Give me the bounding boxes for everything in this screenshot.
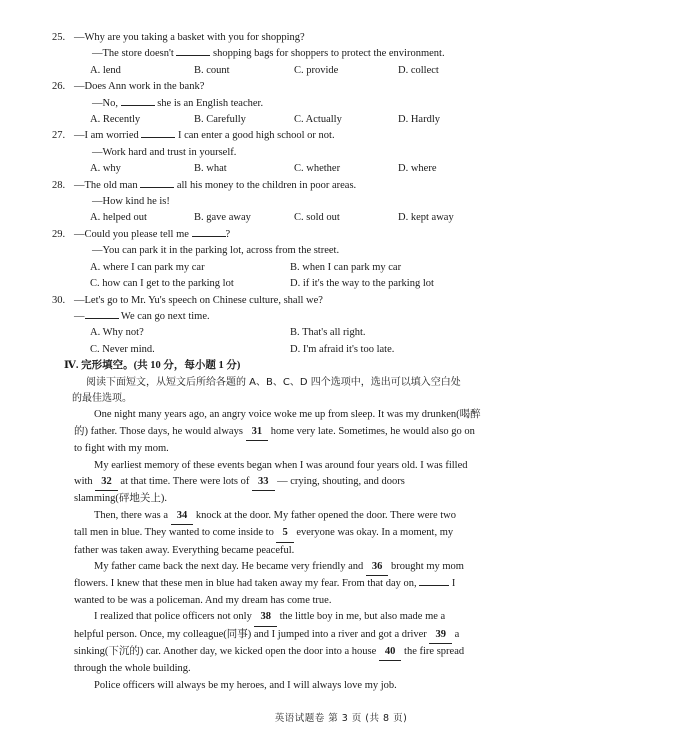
passage-text: My father came back the next day. He became very friendly and	[94, 561, 366, 572]
passage-text: — crying, shouting, and doors	[274, 475, 405, 487]
passage-text: knock at the door. My father opened the door. There were two	[193, 509, 456, 521]
option-a: A. helped out	[90, 212, 147, 224]
question-line: I can enter a good high school or not.	[175, 130, 335, 142]
passage-text: I realized that police officers not only	[94, 611, 255, 623]
blank-38: 38	[254, 609, 277, 626]
passage-text: I	[449, 578, 456, 590]
question-line: all his money to the children in poor areas.	[174, 179, 357, 191]
blank-39: 39	[429, 627, 452, 644]
question-26	[52, 79, 646, 128]
option-b: B. what	[194, 163, 227, 175]
passage-text: tall men in blue. They wanted to come inside to	[74, 527, 277, 539]
blank-36: 36	[366, 559, 389, 576]
option-c: C. Actually	[294, 114, 342, 126]
option-b: B. count	[194, 64, 230, 76]
question-number: 25.	[52, 32, 66, 43]
options-row	[74, 276, 646, 292]
page-footer: 英语试题卷 第 3 页 (共 8 页)	[274, 713, 408, 724]
option-b: B. when I can park my car	[290, 261, 402, 273]
option-a: A. where I can park my car	[90, 261, 205, 273]
passage-text: a	[451, 628, 460, 640]
passage-text: Then, there was a	[94, 509, 171, 521]
question-30	[52, 293, 646, 359]
passage-line: My earliest memory of these events began when I was around four years old. I was filled	[94, 459, 468, 471]
blank-31: 31	[246, 424, 269, 441]
section-title: Ⅳ. 完形填空。(共 10 分，每小题 1 分)	[64, 360, 241, 372]
options-row	[74, 342, 646, 358]
option-a: A. Recently	[90, 114, 141, 126]
options-row	[74, 260, 646, 276]
question-line: —How kind he is!	[92, 196, 170, 208]
question-number: 29.	[52, 228, 66, 240]
passage-line: slamming(砰地关上).	[74, 493, 168, 505]
passage-text: everyone was okay. In a moment, my	[293, 527, 454, 539]
option-d: D. I'm afraid it's too late.	[290, 343, 395, 355]
question-29	[52, 227, 646, 293]
answer-blank	[176, 55, 210, 56]
section-instruction: 的最佳选项。	[72, 392, 132, 404]
passage-line: through the whole building.	[74, 663, 191, 675]
passage-text: home very late. Sometimes, he would also go on	[268, 425, 475, 437]
option-c: C. how can I get to the parking lot	[90, 278, 234, 290]
question-27	[52, 128, 646, 177]
options-row	[74, 112, 646, 128]
passage-text: at that time. There were lots of	[117, 475, 253, 487]
question-line: —You can park it in the parking lot, across from the street.	[92, 245, 340, 257]
option-b: B. Carefully	[194, 114, 246, 126]
option-d: D. kept away	[398, 212, 454, 224]
question-line: —Could you please tell me	[74, 228, 192, 240]
passage-text: sinking(下沉的) car. Another day, we kicked open the door into a house	[74, 646, 379, 658]
answer-blank	[140, 187, 174, 188]
answer-blank	[141, 137, 175, 138]
options-row	[74, 161, 646, 177]
option-a: A. lend	[90, 64, 121, 76]
question-number: 28.	[52, 179, 66, 191]
passage-line: One night many years ago, an angry voice woke me up from sleep. It was my drunken(喝醉	[94, 409, 481, 421]
blank-32: 32	[95, 474, 118, 491]
question-line: —Work hard and trust in yourself.	[92, 146, 237, 158]
question-25	[52, 30, 646, 79]
question-line: We can go next time.	[118, 310, 210, 322]
blank-34: 34	[171, 508, 194, 525]
passage-text: 的) father. Those days, he would always	[74, 425, 246, 437]
option-d: D. if it's the way to the parking lot	[290, 278, 434, 290]
answer-blank	[192, 236, 226, 237]
option-b: B. That's all right.	[290, 327, 366, 339]
option-c: C. provide	[294, 64, 339, 76]
blank-37	[419, 585, 449, 586]
option-b: B. gave away	[194, 212, 251, 224]
passage-text: helpful person. Once, my colleague(同事) and I jumped into a river and got a driver	[74, 628, 430, 640]
passage-line: to fight with my mom.	[74, 443, 169, 455]
question-line: —Let's go to Mr. Yu's speech on Chinese culture, shall we?	[74, 294, 323, 306]
options-row	[74, 210, 646, 226]
answer-blank	[121, 105, 155, 106]
question-line: —The old man	[74, 179, 141, 191]
option-c: C. whether	[294, 163, 341, 175]
options-row	[74, 325, 646, 341]
option-d: D. Hardly	[398, 114, 440, 126]
option-a: A. Why not?	[90, 327, 144, 339]
passage-line: father was taken away. Everything became peaceful.	[74, 544, 295, 556]
question-28	[52, 178, 646, 227]
passage-text: flowers. I knew that these men in blue had taken away my fear. From that day on,	[74, 578, 420, 590]
question-number: 27.	[52, 130, 66, 142]
passage-text: brought my mom	[388, 561, 464, 572]
option-c: C. Never mind.	[90, 343, 155, 355]
blank-40: 40	[379, 644, 402, 661]
question-line: —The store doesn't	[92, 48, 177, 60]
question-line: —No,	[92, 97, 121, 109]
passage-text: the little boy in me, but also made me a	[276, 611, 446, 623]
option-d: D. where	[398, 163, 437, 175]
question-number: 26.	[52, 81, 66, 93]
options-row	[74, 63, 646, 79]
question-line: shopping bags for shoppers to protect the environment.	[210, 48, 445, 60]
question-line: she is an English teacher.	[154, 97, 264, 109]
passage-line: wanted to be was a policeman. And my dream has come true.	[74, 594, 332, 606]
section-instruction: 阅读下面短文，从短文后所给各题的 A、B、C、D 四个选项中，选出可以填入空白处	[86, 376, 461, 388]
option-c: C. sold out	[294, 212, 340, 224]
question-line: —Does Ann work in the bank?	[74, 81, 205, 93]
cloze-passage	[74, 407, 646, 694]
passage-text: with	[74, 475, 96, 487]
question-line: —I am worried	[74, 130, 142, 142]
blank-33: 33	[252, 474, 275, 491]
answer-blank	[85, 318, 119, 319]
question-line: ?	[225, 228, 231, 240]
option-a: A. why	[90, 163, 121, 175]
passage-text: the fire spread	[401, 646, 465, 658]
question-line: —Why are you taking a basket with you for shopping?	[74, 32, 305, 43]
question-line: —	[74, 310, 85, 322]
question-number: 30.	[52, 294, 66, 306]
option-d: D. collect	[398, 64, 439, 76]
passage-line: Police officers will always be my heroes, and I will always love my job.	[94, 679, 397, 691]
blank-35: 5	[276, 525, 293, 542]
